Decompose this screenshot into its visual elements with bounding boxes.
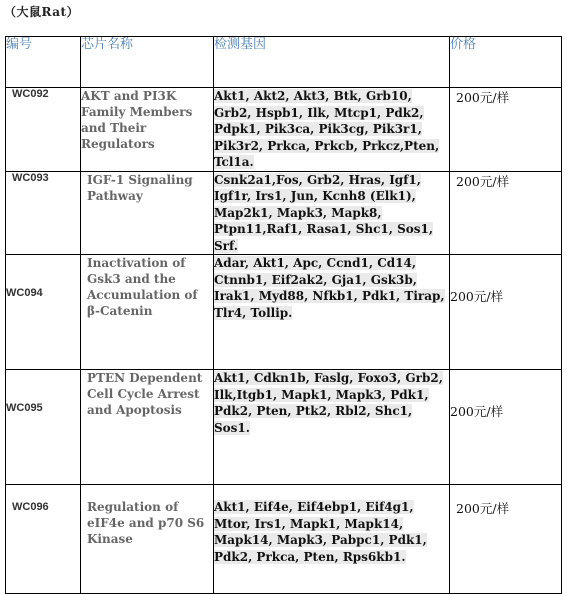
gene-list: Csnk2a1,Fos, Grb2, Hras, Igf1, Igf1r, Irs1, Jun, Kcnh8 (Elk1), Map2k1, Mapk3, Mapk8, Ptpn11,Raf1, Rasa1, Shc1, Sos1, Srf. <box>214 171 450 255</box>
header-genes: 检测基因 <box>214 37 450 88</box>
price: 200元/样 <box>450 370 562 485</box>
chip-code: WC096 <box>6 485 81 594</box>
price: 200元/样 <box>450 485 562 594</box>
gene-list: Akt1, Eif4e, Eif4ebp1, Eif4g1, Mtor, Irs1, Mapk1, Mapk14, Mapk14, Mapk3, Pabpc1, Pdk1, Pdk2, Prkca, Pten, Rps6kb1. <box>214 485 450 594</box>
table-row <box>6 370 562 485</box>
table-header-row <box>6 37 562 88</box>
gene-list: Akt1, Cdkn1b, Faslg, Foxo3, Grb2, Ilk,Itgb1, Mapk1, Mapk3, Pdk1, Pdk2, Pten, Ptk2, Rbl2, Shc1, Sos1. <box>214 370 450 485</box>
table-row <box>6 88 562 172</box>
chip-code: WC094 <box>6 255 81 370</box>
gene-list: Adar, Akt1, Apc, Ccnd1, Cd14, Ctnnb1, Eif2ak2, Gja1, Gsk3b, Irak1, Myd88, Nfkb1, Pdk1, Tirap, Tlr4, Tollip. <box>214 255 450 370</box>
chip-code: WC093 <box>6 171 81 255</box>
chip-code: WC092 <box>6 88 81 172</box>
header-name: 芯片名称 <box>81 37 214 88</box>
chip-name: AKT and PI3K Family Members and Their Regulators <box>81 88 214 172</box>
table-row <box>6 485 562 594</box>
header-price: 价格 <box>450 37 562 88</box>
table-row <box>6 255 562 370</box>
price: 200元/样 <box>450 255 562 370</box>
table-row <box>6 171 562 255</box>
chip-code: WC095 <box>6 370 81 485</box>
chip-name: PTEN Dependent Cell Cycle Arrest and Apoptosis <box>81 370 214 485</box>
gene-chip-table <box>5 36 562 594</box>
header-code: 编号 <box>6 37 81 88</box>
gene-list: Akt1, Akt2, Akt3, Btk, Grb10, Grb2, Hspb1, Ilk, Mtcp1, Pdk2, Pdpk1, Pik3ca, Pik3cg, Pik3r1, Pik3r2, Prkca, Prkcb, Prkcz,Pten, Tcl1a. <box>214 88 450 172</box>
chip-name: Inactivation of Gsk3 and the Accumulation of β-Catenin <box>81 255 214 370</box>
chip-name: IGF-1 Signaling Pathway <box>81 171 214 255</box>
species-caption: （大鼠Rat） <box>4 5 80 19</box>
price: 200元/样 <box>450 171 562 255</box>
price: 200元/样 <box>450 88 562 172</box>
chip-name: Regulation of eIF4e and p70 S6 Kinase <box>81 485 214 594</box>
